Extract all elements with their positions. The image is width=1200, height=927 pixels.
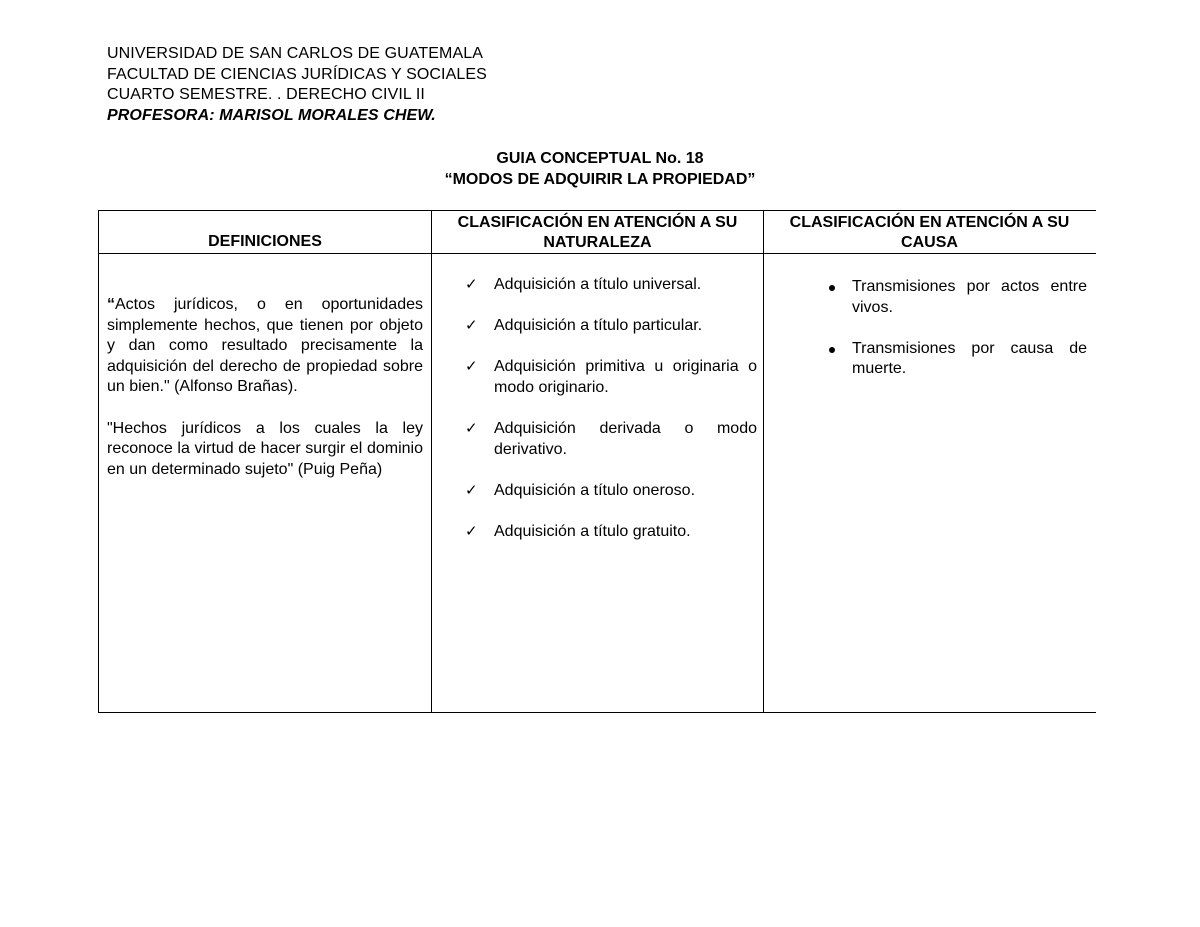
list-item	[822, 339, 1087, 380]
professor-name: PROFESORA: MARISOL MORALES CHEW.	[107, 106, 436, 124]
list-item	[465, 522, 757, 543]
naturaleza-list	[465, 275, 757, 563]
opening-quote: “	[107, 296, 115, 313]
checkmark-icon: ✓	[465, 358, 478, 376]
guide-number: GUIA CONCEPTUAL No. 18	[496, 150, 704, 167]
guide-topic: “MODOS DE ADQUIRIR LA PROPIEDAD”	[444, 170, 756, 188]
list-item-text: Transmisiones por actos entre vivos.	[852, 278, 1087, 316]
faculty-name: FACULTAD DE CIENCIAS JURÍDICAS Y SOCIALES	[107, 65, 487, 83]
column-header-definiciones: DEFINICIONES	[208, 233, 322, 250]
list-item-text: Adquisición a título universal.	[494, 276, 702, 293]
list-item-text: Adquisición primitiva u originaria o modo originario.	[494, 358, 757, 396]
list-item	[465, 275, 757, 296]
list-item	[822, 277, 1087, 318]
definition-text: Actos jurídicos, o en oportunidades simplemente hechos, que tienen por objeto y dan como resultado precisamente la adquisición del derecho de propiedad sobre un bien." (Alfonso Brañas).	[107, 296, 423, 396]
checkmark-icon: ✓	[465, 317, 478, 335]
definition-paragraph	[107, 419, 423, 481]
document-header	[107, 44, 487, 126]
list-item	[465, 357, 757, 398]
concept-table	[98, 210, 1096, 713]
checkmark-icon: ✓	[465, 481, 478, 499]
list-item-text: Adquisición a título particular.	[494, 317, 703, 335]
checkmark-icon: ✓	[465, 523, 478, 541]
list-item	[465, 419, 757, 460]
course-semester: CUARTO SEMESTRE. . DERECHO CIVIL II	[107, 86, 425, 103]
document-title	[0, 149, 1200, 190]
university-name: UNIVERSIDAD DE SAN CARLOS DE GUATEMALA	[107, 45, 484, 62]
definitions-cell	[107, 295, 423, 501]
bullet-icon	[829, 347, 835, 353]
column-header-naturaleza: CLASIFICACIÓN EN ATENCIÓN A SU NATURALEZA	[457, 214, 738, 251]
list-item-text: Adquisición derivada o modo derivativo.	[494, 420, 757, 458]
checkmark-icon: ✓	[465, 276, 478, 293]
causa-list	[822, 277, 1087, 401]
list-item-text: Adquisición a título oneroso.	[494, 481, 696, 499]
definition-paragraph	[107, 295, 423, 398]
definition-text: "Hechos jurídicos a los cuales la ley reconoce la virtud de hacer surgir el dominio en un determinado sujeto" (Puig Peña)	[107, 419, 423, 478]
column-divider	[763, 211, 764, 712]
list-item-text: Transmisiones por causa de muerte.	[852, 339, 1087, 378]
list-item	[465, 316, 757, 337]
list-item	[465, 481, 757, 502]
bullet-icon	[829, 285, 835, 291]
column-divider	[431, 211, 432, 712]
column-header-causa: CLASIFICACIÓN EN ATENCIÓN A SU CAUSA	[789, 214, 1070, 251]
list-item-text: Adquisición a título gratuito.	[494, 523, 691, 541]
checkmark-icon: ✓	[465, 420, 478, 438]
